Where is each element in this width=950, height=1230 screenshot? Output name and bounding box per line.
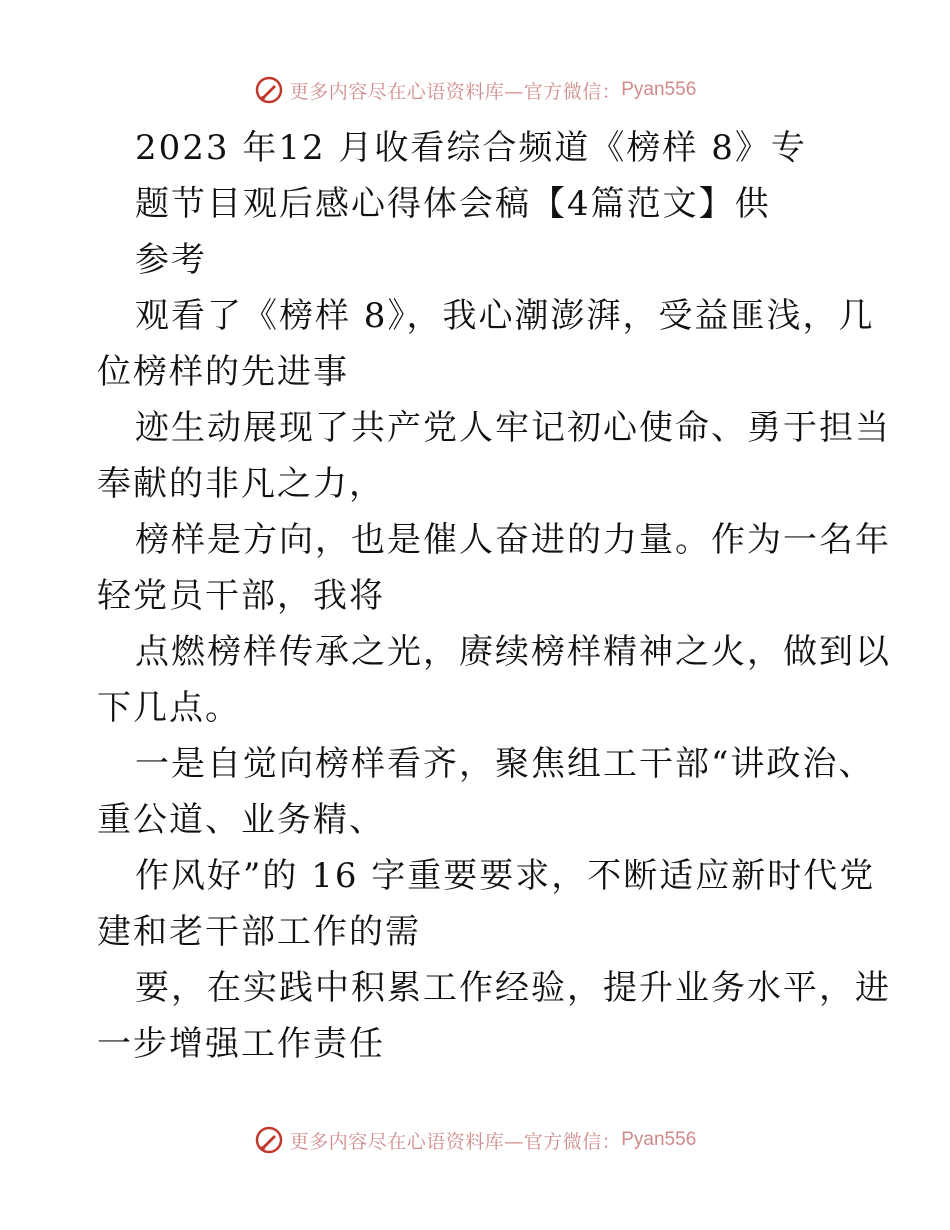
watermark-wechat-id: Pyan556 — [621, 1129, 697, 1150]
paragraph-line: 要，在实践中积累工作经验，提升业务水平，进 — [135, 968, 891, 1008]
paragraph-line: 下几点。 — [97, 688, 241, 728]
paragraph-line: 建和老干部工作的需 — [97, 912, 421, 952]
paragraph-line: 位榜样的先进事 — [97, 352, 349, 392]
footer-watermark — [0, 1120, 950, 1160]
paragraph-line: 榜样是方向，也是催人奋进的力量。作为一名年 — [135, 520, 891, 560]
document-body — [97, 120, 891, 1072]
title-line: 题节目观后感心得体会稿【4篇范文】供 — [135, 184, 771, 224]
paragraph-line: 一步增强工作责任 — [97, 1024, 385, 1064]
header-watermark — [0, 70, 950, 110]
paragraph-line: 重公道、业务精、 — [97, 800, 385, 840]
paragraph-line: 奉献的非凡之力， — [97, 464, 385, 504]
paragraph-line: 轻党员干部，我将 — [97, 576, 385, 616]
paragraph-line: 点燃榜样传承之光，赓续榜样精神之火，做到以 — [135, 632, 891, 672]
paragraph-line: 一是自觉向榜样看齐，聚焦组工干部“讲政治、 — [135, 744, 875, 784]
paragraph-line: 迹生动展现了共产党人牢记初心使命、勇于担当 — [135, 408, 891, 448]
watermark-wechat-id: Pyan556 — [621, 79, 697, 100]
title-line: 2023 年12 月收看综合频道《榜样 8》专 — [135, 128, 807, 168]
title-line: 参考 — [135, 240, 207, 280]
watermark-text: 更多内容尽在心语资料库—官方微信： — [289, 1130, 622, 1153]
watermark-text: 更多内容尽在心语资料库—官方微信： — [289, 80, 622, 103]
pen-circle-logo-icon — [254, 75, 284, 105]
paragraph-line: 观看了《榜样 8》，我心潮澎湃，受益匪浅，几 — [135, 296, 875, 336]
paragraph-line: 作风好”的 16 字重要要求，不断适应新时代党 — [135, 856, 876, 896]
pen-circle-logo-icon — [254, 1125, 284, 1155]
